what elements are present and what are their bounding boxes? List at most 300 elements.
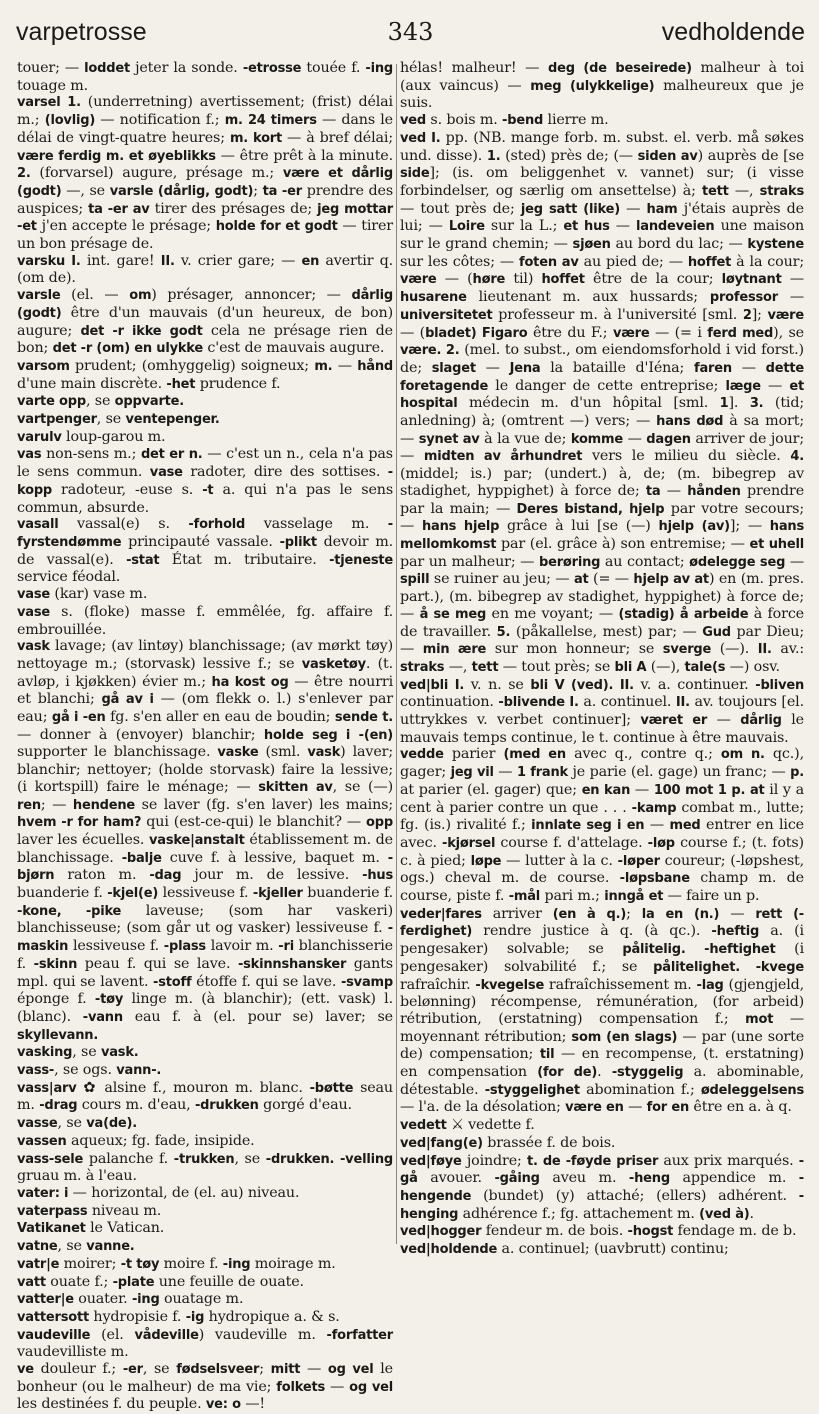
entry-term: varsle (dårlig, godt) — [109, 183, 254, 199]
entry-text: (i pengesaker) solvabilité f.; se — [400, 941, 805, 975]
entry-text: palanche f. — [83, 1150, 174, 1167]
entry-text: — — [619, 200, 647, 217]
entry-text: par Dieu; — — [400, 623, 804, 658]
entry-term: bli V (ved). II. — [530, 677, 634, 693]
entry-term: ved — [400, 113, 426, 129]
entry-term: -balje — [121, 850, 162, 866]
entry-term: skyllevann. — [17, 1027, 99, 1043]
entry-term: 2 — [742, 307, 752, 323]
entry-text: ]; — [751, 306, 768, 323]
entry-term: -t — [202, 482, 214, 498]
entry-text: — horizontal, de (el. au) niveau. — [68, 1185, 300, 1201]
right-guide-word: vedholdende — [661, 18, 805, 46]
entry-term: universitetet — [400, 307, 493, 323]
entry-text: brassée f. de bois. — [482, 1134, 616, 1151]
entry-text: continuation. — [400, 694, 499, 711]
entry-term: pålitelig. -heftighet — [622, 942, 776, 958]
entry-text: touage m. — [17, 77, 88, 94]
entry-text: par votre secours; — — [400, 500, 804, 535]
entry-term: -plate — [112, 1274, 155, 1290]
entry-text: — donner à (envoyer) blanchir; — [17, 726, 264, 743]
entry-term: -kamp — [631, 800, 677, 816]
entry-text: , se — [72, 1044, 101, 1061]
entry-term: -forhold — [188, 517, 246, 533]
entry-term: -mål — [508, 889, 541, 905]
entry-term: t. de -føyde priser — [526, 1153, 659, 1169]
entry-text: — — [785, 553, 804, 570]
entry-text: — — [719, 905, 756, 922]
entry-text: à sa mort; — — [400, 413, 804, 447]
entry-text: adhérence f.; fg. attachement m. — [458, 1205, 700, 1222]
entry-text: il y a cent à parier contre un que . . . — [400, 781, 804, 816]
dictionary-entry — [400, 906, 804, 1117]
entry-term: hans mellomkomst — [400, 519, 805, 552]
entry-text: ; — [259, 1361, 271, 1378]
entry-text: étoffe f. qui se lave. — [191, 973, 341, 990]
dictionary-entry — [17, 638, 393, 1044]
entry-term: p. — [790, 765, 805, 781]
entry-term: en — [301, 253, 320, 269]
entry-term: ren — [17, 797, 41, 813]
entry-term: vatt — [17, 1274, 46, 1290]
entry-text: champ m. de course, piste f. — [400, 870, 804, 905]
entry-term: -fyrstendømme — [17, 517, 393, 550]
dictionary-entry — [17, 1185, 393, 1203]
entry-term: hendene — [72, 797, 136, 813]
entry-text: prudent; (omhyggelig) soigneux; — [69, 357, 315, 374]
entry-term: været er — [640, 713, 708, 729]
entry-term: vass-sele — [17, 1151, 84, 1167]
dictionary-entry — [17, 429, 393, 447]
entry-text: —! — [240, 1396, 265, 1413]
entry-term: være et dårlig (godt) — [17, 166, 393, 199]
entry-term: -skinn — [33, 956, 78, 972]
entry-term: veder|fares — [400, 906, 482, 922]
entry-text: gorgé d'eau. — [258, 1097, 352, 1114]
entry-text: ]; (is. om beliggenhet v. vannet) sur; (i visse forbindelser, og særlig om ansettelse) à; — [400, 165, 804, 199]
entry-text: (middel; is.) par; (undert.) à, de; (m. bibegrep av stadighet, hyppighet) à force de; — [400, 466, 804, 499]
entry-term: spill — [400, 572, 430, 588]
entry-term: II. — [160, 253, 175, 269]
entry-term: -kjørsel — [442, 835, 496, 851]
entry-text: — (= i — [649, 324, 708, 341]
entry-term: foten av — [519, 254, 579, 270]
dictionary-entry — [17, 1274, 393, 1292]
entry-text: — lutter à la c. — [501, 852, 618, 869]
entry-term: straks — [400, 659, 445, 675]
entry-term: 2. — [17, 166, 31, 182]
entry-text: par un malheur; — — [400, 553, 539, 570]
entry-term: II. — [675, 695, 690, 711]
entry-term: om n. — [720, 747, 765, 763]
entry-term: 4. — [790, 449, 804, 465]
entry-term: pålitelighet. -kvege — [653, 959, 804, 975]
entry-term: -stat — [126, 552, 160, 568]
entry-term: professor — [709, 290, 778, 306]
entry-text: seau m. — [17, 1079, 393, 1114]
entry-text: vassal(e) s. — [58, 516, 189, 533]
entry-text: course f.; (t. fots) c. à pied; — [400, 834, 804, 869]
entry-text: aqueux; fg. fade, insipide. — [66, 1132, 255, 1149]
entry-term: (lovlig) — [44, 113, 96, 129]
entry-text: ), se — [773, 324, 804, 341]
dictionary-entry — [17, 60, 393, 94]
entry-text: ; — [253, 182, 263, 199]
entry-text: — — [300, 1361, 328, 1378]
entry-text: par (el. grâce à) son entremise; — — [496, 535, 750, 552]
entry-text: blanchisserie f. — [17, 938, 393, 972]
entry-term: et hus — [563, 219, 610, 235]
dictionary-entry — [400, 1135, 804, 1153]
entry-term: et uhell — [749, 536, 804, 552]
entry-text: malheur à toi (aux vaincus) — — [400, 60, 804, 94]
entry-text: vaudevilliste m. — [17, 1344, 129, 1361]
entry-text: (—), — [646, 658, 685, 675]
entry-term: vater: i — [17, 1186, 69, 1201]
entry-term: være. 2. — [400, 343, 460, 359]
entry-term: vartpenger — [17, 412, 97, 428]
entry-text: — tout près de; — [400, 200, 521, 217]
entry-text: prudence f. — [195, 375, 281, 392]
dictionary-entry — [400, 677, 804, 747]
left-guide-word: varpetrosse — [16, 18, 147, 46]
entry-text: — ( — [436, 271, 473, 288]
entry-term: tett — [702, 183, 729, 199]
entry-text: entrer en lice avec. — [400, 817, 804, 851]
entry-term: slaget — [431, 360, 476, 376]
entry-term: -lag — [696, 977, 724, 993]
entry-text: (kar) vase m. — [50, 586, 148, 603]
dictionary-entry — [400, 130, 804, 677]
entry-term: -ing — [222, 1256, 251, 1272]
entry-text: — dans le délai de vingt-quatre heures; — [17, 112, 393, 146]
entry-term: Gud — [702, 624, 731, 640]
entry-text: vasselage m. — [245, 516, 388, 533]
entry-term: -plass — [163, 939, 206, 955]
entry-text: eau f. à (el. pour se) laver; se — [122, 1008, 393, 1025]
entry-text: — — [623, 430, 647, 447]
entry-text: médecin m. d'un hôpital [sml. — [457, 395, 720, 412]
entry-text: — — [707, 712, 741, 729]
entry-term: -ing — [131, 1292, 160, 1308]
entry-text: (el. — [90, 1326, 135, 1343]
entry-term: ham — [646, 201, 678, 217]
entry-term: vaske|anstalt — [148, 832, 245, 848]
entry-text: — faire un p. — [663, 888, 760, 905]
entry-term: ved|bli I. — [400, 677, 465, 693]
dictionary-entry — [400, 60, 804, 112]
entry-text: supporter le blanchissage. — [17, 744, 218, 761]
entry-term: -bliven — [755, 677, 805, 693]
entry-text: — — [630, 781, 654, 798]
entry-term: sende t. — [334, 710, 393, 726]
entry-term: (stadig) å arbeide — [618, 606, 749, 622]
entry-term: holde seg i -(en) — [263, 727, 393, 743]
entry-text: at parier (el. gager) que; — [400, 781, 582, 798]
entry-text: arriver — [481, 905, 553, 922]
entry-text: — — [609, 218, 637, 235]
entry-text: (el. — — [60, 287, 130, 304]
entry-term: -kjel(e) — [107, 886, 159, 902]
entry-text: sur mon honneur; se — [486, 641, 663, 658]
entry-term: tale(s — [684, 659, 726, 675]
entry-text: combat m., lutte; fg. (is.) rivalité f.; — [400, 799, 804, 834]
entry-text: grâce à lui [se (—) — [499, 518, 659, 535]
entry-term: vedde — [400, 747, 444, 763]
entry-text: pari m.; — [540, 888, 605, 905]
entry-text: raton m. — [54, 867, 150, 884]
entry-term: -bjørn — [17, 850, 393, 884]
entry-term: jeg vil — [450, 765, 494, 781]
dictionary-entry — [17, 411, 393, 429]
entry-term: -svamp — [340, 974, 393, 990]
entry-term: -henging — [400, 1189, 804, 1222]
entry-term: bli A — [614, 659, 647, 675]
entry-text: a. (i pengesaker) solvable; se — [400, 923, 804, 958]
entry-term: det -r ikke godt — [80, 323, 203, 339]
page-number: 343 — [387, 18, 434, 46]
entry-term: høre — [472, 272, 506, 288]
entry-text: (bundet) (y) attaché; (ellers) adhérent. — [471, 1188, 799, 1204]
entry-text: en me voyant; — — [486, 605, 619, 622]
entry-term: vas — [17, 447, 42, 463]
entry-text: loup-garou m. — [61, 428, 166, 445]
entry-term: midten av århundret — [423, 449, 583, 465]
entry-text: lierre m. — [543, 112, 609, 129]
entry-text: devoir m. de vassal(e). — [17, 533, 393, 568]
entry-text: — tout près; se — [498, 658, 615, 675]
entry-term: vass- — [17, 1063, 55, 1079]
entry-text: — — [493, 764, 517, 781]
entry-text: prendre par la main; — — [400, 482, 805, 517]
entry-term: -forfatter — [326, 1327, 393, 1343]
entry-text: être en a. à q. — [689, 1099, 792, 1116]
dictionary-entry — [17, 1220, 393, 1238]
entry-text: (sml. — [258, 744, 308, 761]
dictionary-entry — [17, 1062, 393, 1080]
entry-term: -kone, -pike — [17, 903, 122, 919]
entry-term: 100 mot 1 p. at — [653, 782, 765, 798]
entry-term: jeg satt (like) — [520, 201, 620, 217]
entry-text: laver les écuelles. — [17, 831, 149, 848]
entry-term: vådeville — [134, 1327, 199, 1343]
entry-term: løytnant — [721, 272, 782, 288]
entry-text: malheureux que je suis. — [400, 77, 804, 112]
entry-term: jeg mottar -et — [17, 201, 394, 235]
entry-text: av. toujours [el. uttrykkes v. verbet continuer]; — [400, 694, 804, 729]
entry-term: vasall — [17, 517, 59, 533]
entry-text: ouate f.; — [45, 1273, 113, 1290]
entry-term: til — [539, 1047, 555, 1063]
entry-term: ve — [17, 1362, 34, 1378]
entry-text: abomination f.; — [579, 1081, 701, 1098]
entry-term: varsle — [17, 288, 61, 304]
entry-text: sur la L.; — [484, 218, 564, 235]
entry-term: -drag — [39, 1098, 78, 1114]
dictionary-entry — [17, 1044, 393, 1062]
entry-term: -trukken — [173, 1151, 235, 1167]
entry-term: (med en — [503, 747, 566, 763]
entry-text: le Vatican. — [85, 1220, 165, 1237]
entry-term: -hengende — [400, 1171, 804, 1204]
entry-text: le danger de cette entreprise; — [488, 377, 726, 394]
entry-term: -hus — [362, 868, 393, 884]
entry-term: komme — [570, 431, 623, 447]
entry-text: — l'a. de la désolation; — [400, 1099, 566, 1116]
entry-text: joindre; — [461, 1152, 527, 1169]
entry-text: lavoir m. — [205, 938, 279, 955]
entry-term: hans hjelp — [421, 519, 500, 535]
entry-term: mitt — [270, 1362, 301, 1378]
entry-text: au bord du lac; — — [610, 236, 748, 253]
entry-term: -plikt — [279, 534, 317, 550]
entry-term: ved|føye — [400, 1153, 462, 1169]
entry-term: -bøtte — [309, 1080, 354, 1096]
entry-text: —, se — [61, 182, 110, 199]
entry-term: ve: o — [205, 1397, 241, 1413]
entry-term: -skinnshansker — [237, 956, 347, 972]
entry-text: radoter, dire des sottises. — [182, 464, 388, 481]
entry-term: -bend — [502, 113, 544, 129]
entry-text: une maison sur le grand chemin; — — [400, 218, 804, 253]
entry-term: Loire — [448, 219, 485, 235]
entry-text: moirage m. — [250, 1255, 336, 1272]
entry-term: innlate seg i en — [531, 818, 645, 834]
entry-term: rett (-ferdighet) — [400, 906, 805, 940]
entry-term: 1 frank — [516, 765, 568, 781]
entry-term: m. kort — [229, 130, 283, 146]
entry-text: ) présager, annoncer; — — [151, 287, 352, 304]
entry-text: — — [660, 482, 688, 499]
entry-term: 1 — [719, 396, 729, 412]
entry-text: —) osv. — [725, 658, 780, 675]
entry-term: være — [612, 325, 650, 341]
entry-text: ) auprès de [se — [697, 147, 805, 164]
entry-term: -het — [166, 376, 196, 392]
dictionary-entry — [400, 112, 804, 130]
entry-text: ) vaudeville m. — [198, 1326, 327, 1343]
entry-term: vatr|e — [17, 1256, 60, 1272]
entry-term: vask. — [100, 1045, 139, 1061]
entry-term: med — [669, 818, 701, 834]
entry-text: hydropique a. & s. — [204, 1308, 340, 1325]
entry-text: — être nourri et blanchi; — [17, 673, 393, 708]
entry-text: (mel. to subst., om eiendomsforhold i vid forst.) de; — [400, 342, 804, 376]
entry-term: vaudeville — [17, 1327, 91, 1343]
entry-text: (forvarsel) augure, présage m.; — [30, 165, 283, 182]
entry-term: husarene — [400, 290, 467, 306]
column-divider — [396, 64, 397, 1244]
entry-text: coureur; (-løpshest, ogs.) cheval m. de course. — [400, 852, 805, 887]
entry-text: —, — [444, 658, 472, 675]
entry-term: vaske — [217, 745, 259, 761]
dictionary-entry — [17, 1291, 393, 1309]
entry-text: touer; — — [17, 60, 85, 76]
entry-term: II. — [757, 642, 772, 658]
entry-text: à la vue de; — [479, 430, 571, 447]
entry-text: la bataille d'Iéna; — [540, 359, 695, 376]
entry-term: være — [767, 307, 804, 323]
entry-text: moirer; — [59, 1255, 121, 1272]
entry-text: — ( — [400, 324, 426, 341]
entry-text: s. (floke) masse f. emmêlée, fg. affaire f. embrouillée. — [17, 603, 393, 638]
entry-term: -gåing — [494, 1171, 540, 1187]
entry-term: som (en slags) — [571, 1029, 678, 1045]
entry-term: skitten av — [258, 779, 333, 795]
entry-term: deg (de beseirede) — [547, 61, 692, 76]
entry-text: , se — [57, 1115, 87, 1132]
entry-text: ⚔ vedette f. — [446, 1117, 535, 1134]
dictionary-entry — [17, 604, 393, 638]
entry-term: -er — [122, 1362, 143, 1378]
entry-term: -heng — [628, 1171, 670, 1187]
entry-text: touée f. — [301, 60, 366, 76]
entry-term: vasking — [17, 1045, 73, 1061]
entry-text: fendage m. de b. — [673, 1223, 797, 1240]
entry-text: — notification f.; — [95, 112, 225, 129]
entry-term: varsel 1. — [17, 95, 81, 111]
entry-text: ouater. — [73, 1291, 132, 1308]
entry-text: a. qui n'a pas le sens commun, absurde. — [17, 481, 393, 516]
page-header — [14, 18, 807, 58]
entry-term: -vann — [82, 1009, 123, 1025]
entry-term: vask — [17, 639, 50, 655]
entry-text: pp. (NB. mange forb. m. subst. el. verb. må søkes und. disse). — [400, 129, 804, 164]
entry-text: les destinées f. du peuple. — [17, 1396, 206, 1413]
entry-term: dårlig — [740, 713, 782, 729]
entry-term: om — [129, 288, 152, 304]
entry-term: meg (ulykkelige) — [530, 78, 655, 94]
entry-term: hjelp av at — [633, 572, 709, 588]
entry-term: ventepenger. — [125, 412, 220, 428]
entry-term: -tøy — [94, 992, 124, 1008]
dictionary-entry — [17, 516, 393, 586]
entry-text: j'étais auprès de lui; — — [400, 200, 804, 235]
entry-term: kystene — [747, 237, 804, 253]
entry-term: ta -er av — [88, 201, 150, 217]
entry-text: cours m. d'eau, — [77, 1097, 195, 1114]
dictionary-entry — [17, 1133, 393, 1151]
entry-text: gants mpl. qui se lavent. — [17, 955, 393, 990]
entry-term: vask — [307, 745, 341, 761]
entry-term: hoffet — [687, 254, 732, 270]
entry-text: être du F.; — [527, 324, 613, 341]
entry-term: la en (n.) — [641, 906, 720, 922]
entry-text: v. a. continuer. — [633, 676, 756, 693]
entry-term: varsku I. — [17, 253, 81, 269]
entry-text: c'est de mauvais augure. — [203, 340, 385, 357]
entry-term: landeveien — [636, 219, 715, 235]
entry-text: le bonheur (ou le malheur) de ma vie; — [17, 1361, 393, 1395]
entry-term: hånd — [357, 358, 393, 374]
entry-term: være — [400, 272, 437, 288]
entry-text: ]; — — [729, 518, 770, 535]
entry-text: avertir q. (om de). — [17, 252, 393, 287]
entry-term: opp — [366, 815, 393, 831]
entry-text: — — [475, 359, 510, 376]
entry-text: jeter la sonde. — [129, 60, 243, 76]
entry-text: , se (—) — [332, 778, 393, 795]
entry-term: 1. — [486, 148, 501, 164]
entry-text: j'en accepte le présage; — [36, 218, 216, 235]
entry-term: Vatikanet — [17, 1221, 86, 1237]
entry-term: berøring — [538, 554, 601, 570]
dictionary-entry — [17, 1080, 393, 1115]
entry-term: løpe — [470, 853, 502, 869]
entry-text: a. continuel. — [578, 694, 676, 711]
entry-term: oppvarte. — [114, 394, 185, 410]
entry-text: aveu m. — [539, 1170, 629, 1187]
